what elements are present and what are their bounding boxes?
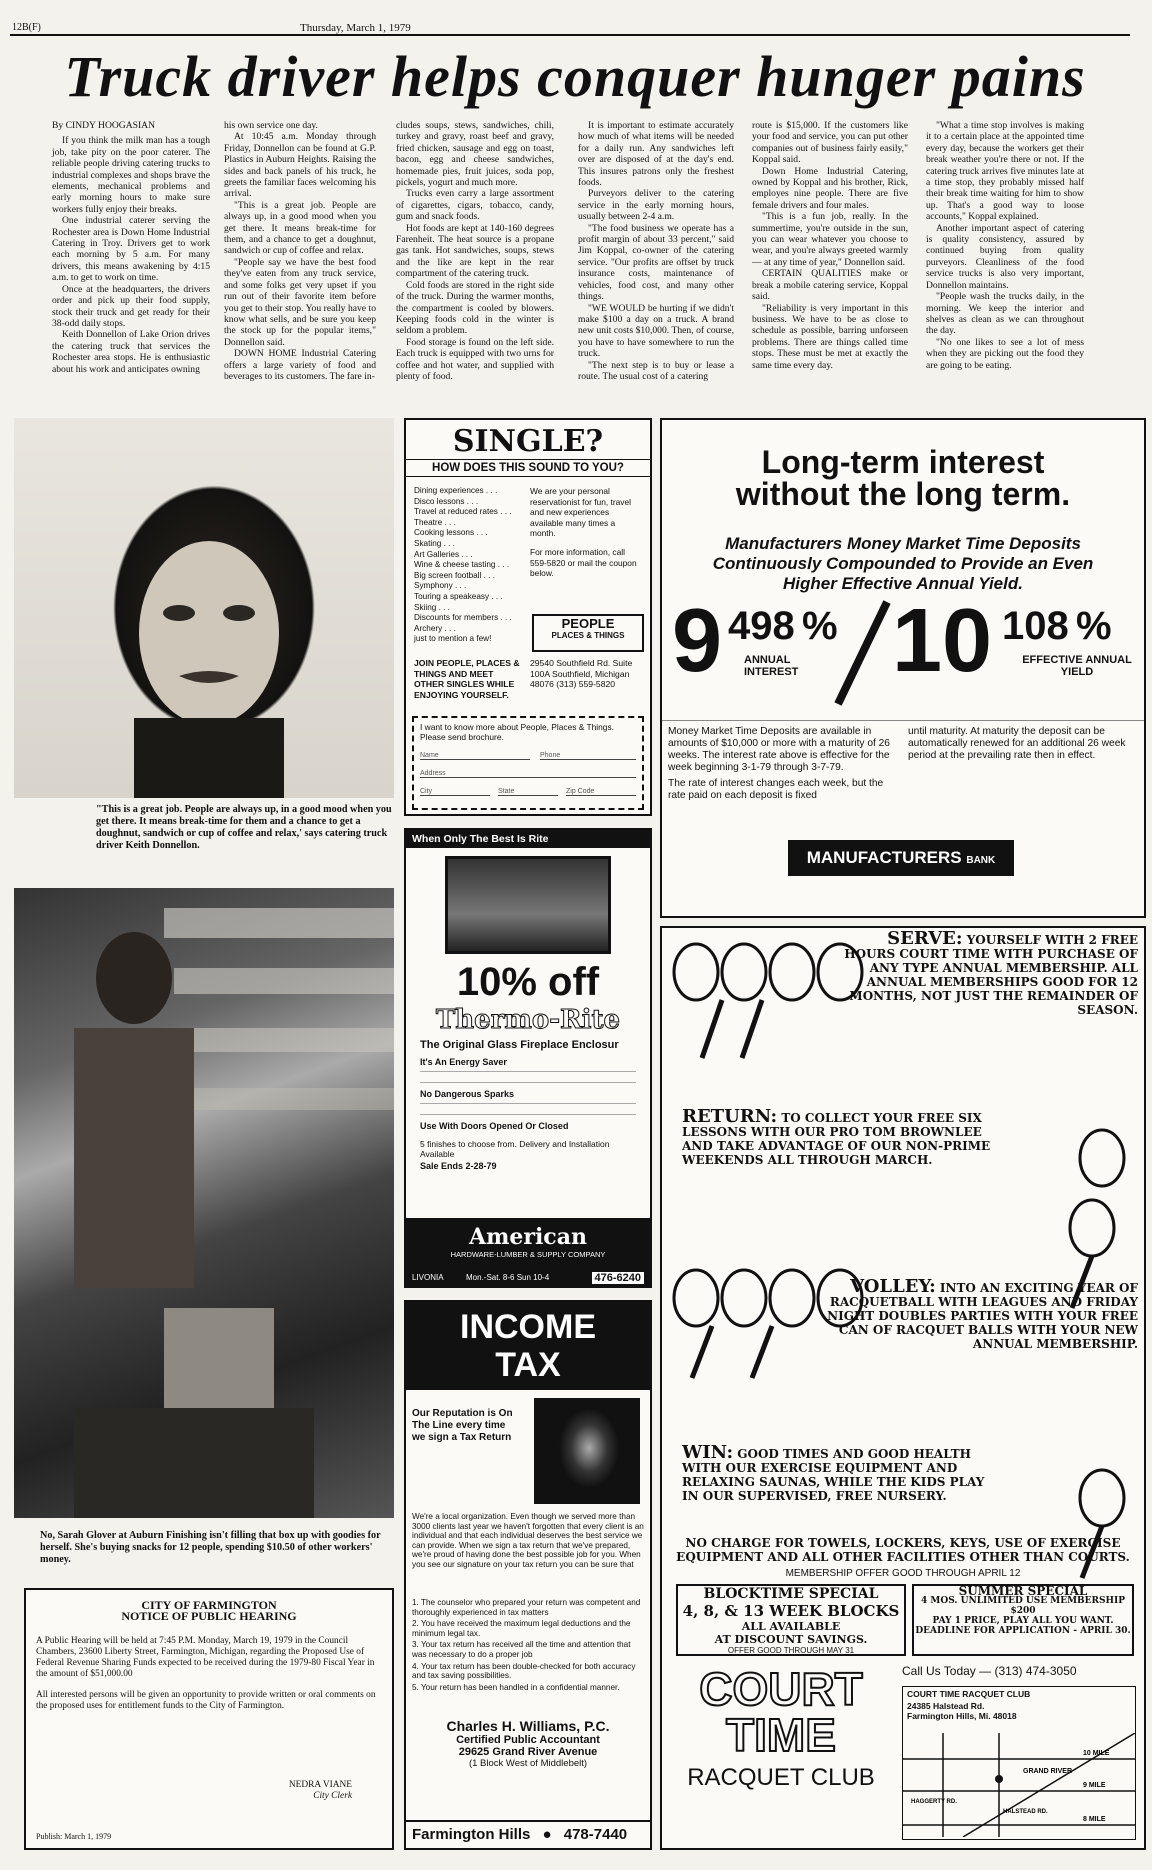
bank-logo-small: BANK (966, 855, 996, 866)
photo-1-caption: "This is a great job. People are always up, in a good mood when you get there. It means break-time for them and a chance to get a doughnut, sandwich or cup of coffee and relax,' says catering truck driver Keith Donnellon. (96, 804, 392, 851)
map-label-10-mile: 10 MILE (1083, 1750, 1110, 1757)
paragraph: "The food business we operate has a profit margin of about 33 percent," said Jim Koppal, co-owner of the catering service. "Our profits are offset by truck insurance costs, maintenance of vehicles, food cost, and many other things. (578, 222, 734, 303)
bullet-icon: ● (542, 1826, 552, 1843)
serve-heading: SERVE: (887, 928, 963, 949)
paragraph: "This is a fun job, really. In the summertime, you're outside in the sun, you can wear whatever you choose to wear, and you're always greeted warmly — at any time of year," Donnellon said. (752, 211, 908, 268)
thermo-feature-3: Use With Doors Opened Or Closed (420, 1121, 569, 1131)
fireplace-image (445, 856, 611, 954)
summer-body: PAY 1 PRICE, PLAY ALL YOU WANT. DEADLINE FOR APPLICATION - APRIL 30. (915, 1616, 1131, 1636)
single-activity-list (414, 486, 526, 645)
store-hours: Mon.-Sat. 8-6 Sun 10-4 (466, 1273, 550, 1282)
single-list-item: Wine & cheese tasting . . . (414, 560, 510, 570)
tax-title-line-1: INCOME (460, 1308, 596, 1346)
single-join-text: JOIN PEOPLE, PLACES & THINGS AND MEET OTHER SINGLES WHILE ENJOYING YOURSELF. (414, 658, 520, 700)
paragraph: Trucks even carry a large assortment of cigarettes, cigars, tobacco, candy, gum and snack foods. (396, 188, 554, 223)
coupon-state-field[interactable]: State (498, 788, 558, 796)
manufacturers-bank-logo (788, 840, 1014, 876)
bank-headline-1: Long-term interest (761, 444, 1045, 480)
thermo-finishes: 5 finishes to choose from. Delivery and Installation Available (420, 1139, 610, 1159)
single-ad (404, 418, 652, 816)
summer-price: $200 (1010, 1606, 1036, 1616)
manufacturers-bank-ad (660, 418, 1146, 918)
notice-body: A Public Hearing will be held at 7:45 P.M. Monday, March 19, 1979 in the Council Chambers, 23600 Liberty Street, Farmington, Michigan, regarding the Proposed Use of Federal Revenue Sharing Funds expected to be received during the 1979-80 Fiscal Year in the amount of $51,000.00 (36, 1636, 375, 1679)
bank-body-2: The rate of interest changes each week, but the rate paid on each deposit is fixed (668, 778, 884, 801)
club-address: 24385 Halstead Rd. (907, 1701, 985, 1711)
tax-firm-subtitle: Certified Public Accountant (456, 1734, 600, 1746)
paragraph: "The next step is to buy or lease a route. The usual cost of a catering (578, 359, 734, 382)
shelves-illustration (14, 888, 394, 1518)
no-charge-text: NO CHARGE FOR TOWELS, LOCKERS, KEYS, USE OF EXERCISE EQUIPMENT AND ALL OTHER FACILITIES OTHER THAN COURTS. (676, 1536, 1130, 1564)
tax-point: 1. The counselor who prepared your return was competent and thoroughly experienced in tax matters (412, 1598, 641, 1617)
tax-title-line-2: TAX (495, 1346, 561, 1384)
paragraph: "What a time stop involves is making it to a certain place at the appointed time every day, because the workers get their break weather you're there or not. If the catering truck arrives five minutes late at a time stop, they probably missed half their break time waiting for him to show up. That's a good way to loose accounts," Koppal explained. (926, 120, 1084, 223)
tax-firm-name: Charles H. Williams, P.C. (446, 1718, 610, 1734)
tax-phone: 478-7440 (563, 1826, 628, 1843)
single-list-item: Skating . . . (414, 538, 455, 548)
byline: By CINDY HOOGASIAN (52, 120, 156, 131)
notice-signer: NEDRA VIANE (288, 1780, 352, 1790)
notice-publish-date: Publish: March 1, 1979 (36, 1832, 112, 1841)
single-list-item: just to mention a few! (414, 634, 492, 644)
coupon-zip-field[interactable]: Zip Code (566, 788, 636, 796)
public-hearing-notice (24, 1588, 394, 1850)
single-address: 29540 Southfield Rd. Suite 100A Southfield, Michigan 48076 (313) 559-5820 (530, 658, 633, 690)
paragraph: "No one likes to see a lot of mess when they are picking out the food they are going to be eating. (926, 336, 1084, 371)
single-list-item: Skiing . . . (414, 602, 450, 612)
map-label-grand-river: GRAND RIVER (1023, 1768, 1073, 1775)
paragraph: Cold foods are stored in the right side of the truck. During the warmer months, the compartment is cooled by blowers. Keeping foods cold in the winter is seldom a problem. (396, 279, 554, 337)
coupon-phone-field[interactable]: Phone (540, 752, 636, 760)
thermo-feature-2: No Dangerous Sparks (420, 1089, 515, 1099)
tax-address: 29625 Grand River Avenue (458, 1746, 598, 1758)
serve-text: YOURSELF WITH 2 FREE HOURS COURT TIME WITH PURCHASE OF ANY TYPE ANNUAL MEMBERSHIP. ALL ANNUAL MEMBERSHIPS GOOD FOR 12 MONTHS, NOT JUST THE REMAINDER OF SEASON. (844, 933, 1138, 1017)
court-time-racquet-club-ad (660, 926, 1146, 1850)
tax-address-2: (1 Block West of Middlebelt) (468, 1758, 588, 1769)
volley-text: INTO AN EXCITING YEAR OF RACQUETBALL WITH LEAGUES AND FRIDAY NIGHT DOUBLES PARTIES WITH YOUR FREE CAN OF RACQUET BALLS WITH YOUR NEW ANNUAL MEMBERSHIP. (827, 1281, 1138, 1351)
store-name: American (469, 1224, 587, 1250)
paragraph: It is important to estimate accurately how much of what items will be needed for a daily run. Any sandwiches left over are disposed of at the day's end. This insures patrons only the freshest foods. (578, 120, 734, 189)
bank-logo-text: MANUFACTURERS (806, 848, 962, 867)
fine-print (420, 1103, 636, 1115)
tax-body: We're a local organization. Even though we served more than 3000 clients last year we haven't forgotten that every client is an individual and that each individual deserves the best service we can provide. When we sign a tax return that we've prepared, we're proud of having done the best possible job for you. When you see our signature on your tax return you can be sure that (412, 1512, 644, 1569)
win-heading: WIN: (682, 1442, 734, 1463)
logo-subtext: PLACES & THINGS (551, 631, 625, 640)
paragraph: Purveyors deliver to the catering service in the early morning hours, usually between 2-4 a.m. (578, 188, 734, 223)
single-list-item: Dining experiences . . . (414, 486, 498, 495)
article-column-5 (752, 120, 908, 371)
rate-1-percent: % (802, 604, 838, 648)
thermo-brand: Thermo-Rite (435, 1005, 621, 1035)
paragraph: "People say we have the best food they've eaten from any truck service, and some folks get very upset if you run out of their favorite item before you get to their stop. You really have to know what sells, and be sure you keep the stock up for the popular items," Donnellon said. (224, 256, 376, 348)
paragraph: Food storage is found on the left side. Each truck is equipped with two urns for coffee and hot water, and supplied with plenty of food. (396, 336, 554, 382)
bank-sub-3: Higher Effective Annual Yield. (783, 574, 1023, 593)
summer-subtitle: 4 MOS. UNLIMITED USE MEMBERSHIP (921, 1596, 1125, 1606)
blocktime-discount: AT DISCOUNT SAVINGS. (714, 1633, 868, 1646)
paragraph: "WE WOULD be hurting if we didn't make $100 a day on a truck. A brand new unit costs $10,000. Then, of course, you have to have somewhere to run the truck. (578, 302, 734, 360)
divider (662, 720, 1144, 721)
offer-text: MEMBERSHIP OFFER GOOD THROUGH APRIL 12 (785, 1568, 1021, 1579)
tax-point: 2. You have received the maximum legal deductions and the minimum legal tax. (412, 1619, 631, 1638)
paragraph: cludes soups, stews, sandwiches, chili, turkey and gravy, roast beef and gravy, fried chicken, sausage and egg on toast, bacon, egg and cheese sandwiches, homemade pies, fruit juices, soda pop, pickels, yogurt and much more. (396, 120, 554, 189)
photo-sarah-glover (14, 888, 394, 1518)
single-list-item: Discounts for members . . . (414, 613, 512, 623)
summer-special (912, 1584, 1134, 1656)
paragraph: his own service one day. (224, 120, 318, 131)
store-city: LIVONIA (412, 1273, 444, 1282)
paragraph: "Reliability is very important in this business. We have to be as close to schedule as possible, barring unforseen problems. There are things called time stops. These must be met at exactly the same time every day. (752, 302, 908, 371)
store-subtitle: HARDWARE-LUMBER & SUPPLY COMPANY (450, 1250, 606, 1259)
single-subtitle: HOW DOES THIS SOUND TO YOU? (406, 459, 650, 477)
article-column-6 (926, 120, 1084, 371)
bank-body-1: Money Market Time Deposits are available in amounts of $10,000 or more with a maturity of 26 weeks. The interest rate above is effective for the week beginning 3-1-79 through 3-7-79. (668, 726, 890, 773)
single-title: SINGLE? (452, 424, 604, 459)
serve-block (842, 928, 1138, 1017)
map-label-haggerty: HAGGERTY RD. (911, 1799, 957, 1805)
club-city: Farmington Hills, Mi. 48018 (907, 1711, 1017, 1721)
bank-body-3: until maturity. At maturity the deposit can be automatically renewed for an additional 26 week period at the prevailing rate then in effect. (908, 726, 1126, 761)
rate-1-decimal: 498 (728, 604, 795, 648)
slash-divider (832, 598, 892, 708)
rate-2-label: EFFECTIVE ANNUAL YIELD (1022, 654, 1132, 678)
club-name: COURT TIME RACQUET CLUB (907, 1689, 1031, 1699)
call-text: Call Us Today — (313) 474-3050 (902, 1664, 1077, 1678)
paragraph: If you think the milk man has a tough job, take pity on the poor caterer. The reliable people driving catering trucks to industrial complexes and shops brave the elements, mechanical problems and early morning hours to make sure workers fully enjoy their breaks. (52, 135, 210, 215)
paragraph: One industrial caterer serving the Rochester area is Down Home Industrial Catering in Troy. Drivers get to work each morning by 5 a.m. For many drivers, this means awakening by 4:15 a.m. to get to work on time. (52, 215, 210, 284)
rate-2-whole: 10 (892, 591, 993, 691)
single-list-item: Disco lessons . . . (414, 496, 479, 506)
single-list-item: Travel at reduced rates . . . (414, 507, 512, 517)
volley-heading: VOLLEY: (850, 1276, 936, 1297)
thermo-rite-ad (404, 828, 652, 1288)
logo-racquet-club: RACQUET CLUB (687, 1764, 875, 1791)
notice-signer-title: City Clerk (313, 1791, 352, 1801)
single-list-item: Cooking lessons . . . (414, 528, 488, 538)
tax-slogan: Our Reputation is On The Line every time we sign a Tax Return (412, 1408, 513, 1443)
article-column-4 (578, 120, 734, 382)
store-phone: 476-6240 (592, 1272, 645, 1284)
paragraph: route is $15,000. If the customers like your food and service, you can put other companies out of business fairly easily," Koppal said. (752, 120, 908, 166)
thermo-banner: When Only The Best Is Rite (406, 830, 650, 848)
win-text: GOOD TIMES AND GOOD HEALTH WITH OUR EXERCISE EQUIPMENT AND RELAXING SAUNAS, WHILE THE KIDS PLAY IN OUR SUPERVISED, FREE NURSERY. (682, 1447, 985, 1503)
summer-title: SUMMER SPECIAL (958, 1584, 1088, 1598)
article-column-2 (224, 120, 376, 382)
accountant-photo (534, 1398, 640, 1504)
paragraph: Another important aspect of catering is quality consistency, assured by continued buying from quality purveyors. Cleanliness of the food service trucks is also very important, Donnellon maintains. (926, 222, 1084, 291)
fine-print (420, 1071, 636, 1083)
paragraph: CERTAIN QUALITIES make or break a mobile catering service, Koppal said. (752, 268, 908, 303)
notice-subtitle: NOTICE OF PUBLIC HEARING (121, 1609, 297, 1623)
paragraph: At 10:45 a.m. Monday through Friday, Donnellon can be found at G.P. Plastics in Auburn Heights. Raising the sides and back panels of his truck, he greets the familiar faces welcoming his arrival. (224, 131, 376, 200)
win-block (682, 1442, 1002, 1503)
bank-headline-2: without the long term. (735, 476, 1071, 512)
tax-point: 4. Your tax return has been double-checked for both accuracy and tax saving possibilities. (412, 1661, 636, 1681)
coupon-city-field[interactable]: City (420, 788, 490, 796)
blocktime-special (676, 1584, 906, 1656)
paragraph: Down Home Industrial Catering, owned by Koppal and his brother, Rick, employes nine people. There are five female drivers and four males. (752, 165, 908, 211)
single-list-item: Art Galleries . . . (414, 549, 473, 559)
tax-points-list (412, 1598, 644, 1694)
single-list-item: Symphony . . . (414, 581, 467, 591)
rate-2-decimal: 108 (1002, 604, 1069, 648)
article-column-1 (52, 120, 210, 375)
thermo-product: The Original Glass Fireplace Enclosur (420, 1039, 619, 1051)
paragraph: "People wash the trucks daily, in the morning. We keep the interior and shelves as clean as we can throughout the day. (926, 291, 1084, 337)
top-rule (10, 34, 1130, 36)
tax-point: 5. Your return has been handled in a confidential manner. (412, 1682, 620, 1692)
logo-text: PEOPLE (561, 616, 615, 631)
tax-contact-bar (406, 1820, 650, 1848)
single-list-item: Theatre . . . (414, 517, 456, 527)
bank-rates (672, 591, 1132, 708)
single-list-item: Archery . . . (414, 623, 456, 633)
bank-sub-2: Continuously Compounded to Provide an Even (712, 554, 1094, 573)
blocktime-title: BLOCKTIME SPECIAL (703, 1586, 879, 1602)
blocktime-available: ALL AVAILABLE (741, 1620, 841, 1633)
single-list-item: Big screen football . . . (414, 570, 496, 580)
club-map-box (902, 1686, 1136, 1840)
portrait-illustration (14, 418, 394, 798)
paragraph: DOWN HOME Industrial Catering offers a large variety of food and beverages to its customers. The fare in- (224, 348, 376, 382)
court-time-logo (668, 1660, 894, 1840)
bank-sub-1: Manufacturers Money Market Time Deposits (725, 534, 1081, 553)
thermo-feature-1: It's An Energy Saver (420, 1057, 507, 1067)
paragraph: Keith Donnellon of Lake Orion drives the catering truck that services the Rochester area stops. He is enthusiastic about his work and anticipates owning (52, 329, 210, 375)
photo-2-caption: No, Sarah Glover at Auburn Finishing isn't filling that box up with goodies for herself. She's buying snacks for 12 people, spending $10.50 of other workers' money. (40, 1530, 381, 1565)
coupon-text: I want to know more about People, Places & Things. Please send brochure. (420, 722, 614, 742)
article-column-3 (396, 120, 554, 382)
page-number: 12B(F) (12, 22, 41, 33)
tax-city: Farmington Hills (412, 1826, 531, 1843)
american-hardware-footer (406, 1218, 650, 1286)
paragraph: Once at the headquarters, the drivers order and pick up their food supply, stock their truck and get ready for their 38-odd daily stops. (52, 283, 210, 329)
thermo-discount: 10% off (456, 960, 600, 1004)
return-heading: RETURN: (682, 1106, 778, 1127)
photo-keith-donnellon (14, 418, 394, 798)
logo-court: COURT (699, 1663, 863, 1715)
logo-time: TIME (726, 1709, 836, 1761)
club-map (903, 1733, 1135, 1837)
notice-title: CITY OF FARMINGTON (141, 1598, 277, 1612)
income-tax-ad (404, 1300, 652, 1850)
rate-2-percent: % (1076, 604, 1112, 648)
headline: Truck driver helps conquer hunger pains (64, 44, 1086, 109)
map-label-halstead: HALSTEAD RD. (1003, 1809, 1048, 1815)
return-text: TO COLLECT YOUR FREE SIX LESSONS WITH OUR PRO TOM BROWNLEE AND TAKE ADVANTAGE OF OUR NON-PRIME WEEKENDS ALL THROUGH MARCH. (682, 1111, 991, 1167)
volley-block (812, 1276, 1138, 1351)
thermo-sale-date: Sale Ends 2-28-79 (420, 1161, 497, 1171)
coupon-name-field[interactable]: Name (420, 752, 530, 760)
coupon-address-field[interactable]: Address (420, 770, 636, 778)
single-contact: For more information, call 559-5820 or mail the coupon below. (530, 546, 637, 579)
rate-1-label: ANNUAL INTEREST (744, 654, 799, 678)
blocktime-subtitle: 4, 8, & 13 WEEK BLOCKS (682, 1602, 900, 1620)
paragraph: Hot foods are kept at 140-160 degrees Farenheit. The heat source is a propane gas tank. Hot sandwiches, soups, stews and the like are kept in the rear compartment of the catering truck. (396, 222, 554, 280)
map-label-8-mile: 8 MILE (1083, 1816, 1106, 1823)
issue-date: Thursday, March 1, 1979 (300, 22, 411, 34)
map-label-9-mile: 9 MILE (1083, 1782, 1106, 1789)
single-blurb: We are your personal reservationist for fun, travel and new experiences available many times a month. (530, 486, 632, 539)
single-coupon[interactable] (412, 716, 644, 810)
blocktime-offer: OFFER GOOD THROUGH MAY 31 (727, 1646, 855, 1655)
tax-point: 3. Your tax return has received all the time and attention that was necessary to do a proper job (412, 1640, 631, 1659)
notice-body-2: All interested persons will be given an opportunity to provide written or oral comments on the proposed uses for entitlement funds to the City of Farmington. (36, 1690, 376, 1711)
single-list-item: Touring a speakeasy . . . (414, 591, 503, 601)
paragraph: "This is a great job. People are always up, in a good mood when you get there. It means break-time for them, and a chance to get a doughnut, sandwich or cup of coffee and relax. (224, 199, 376, 257)
rate-1-whole: 9 (672, 591, 723, 691)
people-places-things-logo (532, 614, 644, 652)
return-block (682, 1106, 1002, 1167)
